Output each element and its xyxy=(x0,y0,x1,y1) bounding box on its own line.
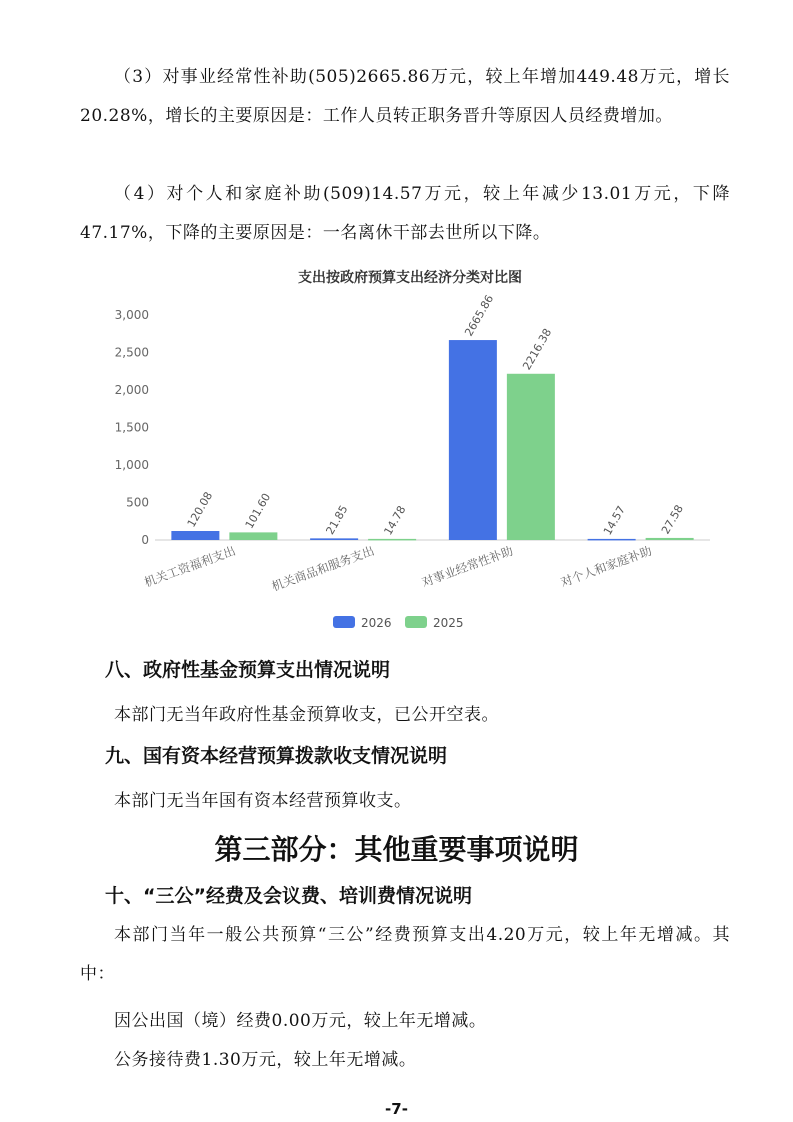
data-label: 2665.86 xyxy=(462,292,497,339)
x-tick-label: 机关商品和服务支出 xyxy=(269,543,377,594)
y-tick-label: 0 xyxy=(141,533,149,547)
chart-legend xyxy=(333,616,464,630)
bar-group xyxy=(171,293,693,541)
part-3-title: 第三部分：其他重要事项说明 xyxy=(214,833,579,866)
y-tick-label: 3,000 xyxy=(114,308,149,322)
x-tick-label: 对事业经常性补助 xyxy=(419,543,515,590)
section-10-line-1: 因公出国（境）经费0.00万元，较上年无增减。 xyxy=(114,1011,487,1031)
bar-2025 xyxy=(368,539,416,541)
section-9-body: 本部门无当年国有资本经营预算收支。 xyxy=(114,791,412,811)
y-tick-label: 1,000 xyxy=(114,458,149,472)
data-label: 14.57 xyxy=(600,503,628,538)
data-label: 101.60 xyxy=(242,491,274,531)
chart-title: 支出按政府预算支出经济分类对比图 xyxy=(298,270,522,286)
bar-2025 xyxy=(507,374,555,540)
bar-2026 xyxy=(449,340,497,540)
paragraph-subsidy-505: （3）对事业经常性补助(505)2665.86万元，较上年增加449.48万元，增长20.28%，增长的主要原因是：工作人员转正职务晋升等原因人员经费增加。 xyxy=(80,67,730,126)
y-tick-label: 2,500 xyxy=(114,345,149,360)
expenditure-bar-chart xyxy=(100,262,720,642)
section-8-heading: 八、政府性基金预算支出情况说明 xyxy=(105,659,391,681)
bar-2026 xyxy=(171,531,219,540)
y-tick-label: 1,500 xyxy=(114,420,149,435)
bar-2026 xyxy=(310,538,358,540)
x-tick-label: 机关工资福利支出 xyxy=(142,543,238,590)
bar-2025 xyxy=(229,532,277,540)
legend-swatch-2025 xyxy=(405,616,427,628)
section-10-heading: 十、“三公”经费及会议费、培训费情况说明 xyxy=(105,885,472,907)
data-label: 21.85 xyxy=(323,503,351,537)
legend-swatch-2026 xyxy=(333,616,355,628)
data-label: 27.58 xyxy=(658,502,686,537)
bar-2025 xyxy=(646,538,694,540)
x-axis xyxy=(142,543,654,594)
data-label: 14.78 xyxy=(381,503,409,538)
section-10-body: 本部门当年一般公共预算“三公”经费预算支出4.20万元，较上年无增减。其中： xyxy=(80,925,730,984)
paragraph-subsidy-509: （4）对个人和家庭补助(509)14.57万元，较上年减少13.01万元，下降47.17%，下降的主要原因是：一名离休干部去世所以下降。 xyxy=(80,184,730,243)
section-10-line-2: 公务接待费1.30万元，较上年无增减。 xyxy=(114,1050,417,1070)
x-tick-label: 对个人和家庭补助 xyxy=(558,543,654,590)
y-tick-label: 2,000 xyxy=(114,383,149,397)
page-number: -7- xyxy=(385,1100,408,1118)
data-label: 120.08 xyxy=(184,489,216,530)
bar-2026 xyxy=(588,539,636,541)
legend-label-2025: 2025 xyxy=(433,616,464,630)
y-tick-label: 500 xyxy=(126,495,149,510)
section-9-heading: 九、国有资本经营预算拨款收支情况说明 xyxy=(105,745,448,767)
data-label: 2216.38 xyxy=(520,326,555,373)
legend-label-2026: 2026 xyxy=(361,616,392,630)
section-8-body: 本部门无当年政府性基金预算收支，已公开空表。 xyxy=(114,705,499,725)
